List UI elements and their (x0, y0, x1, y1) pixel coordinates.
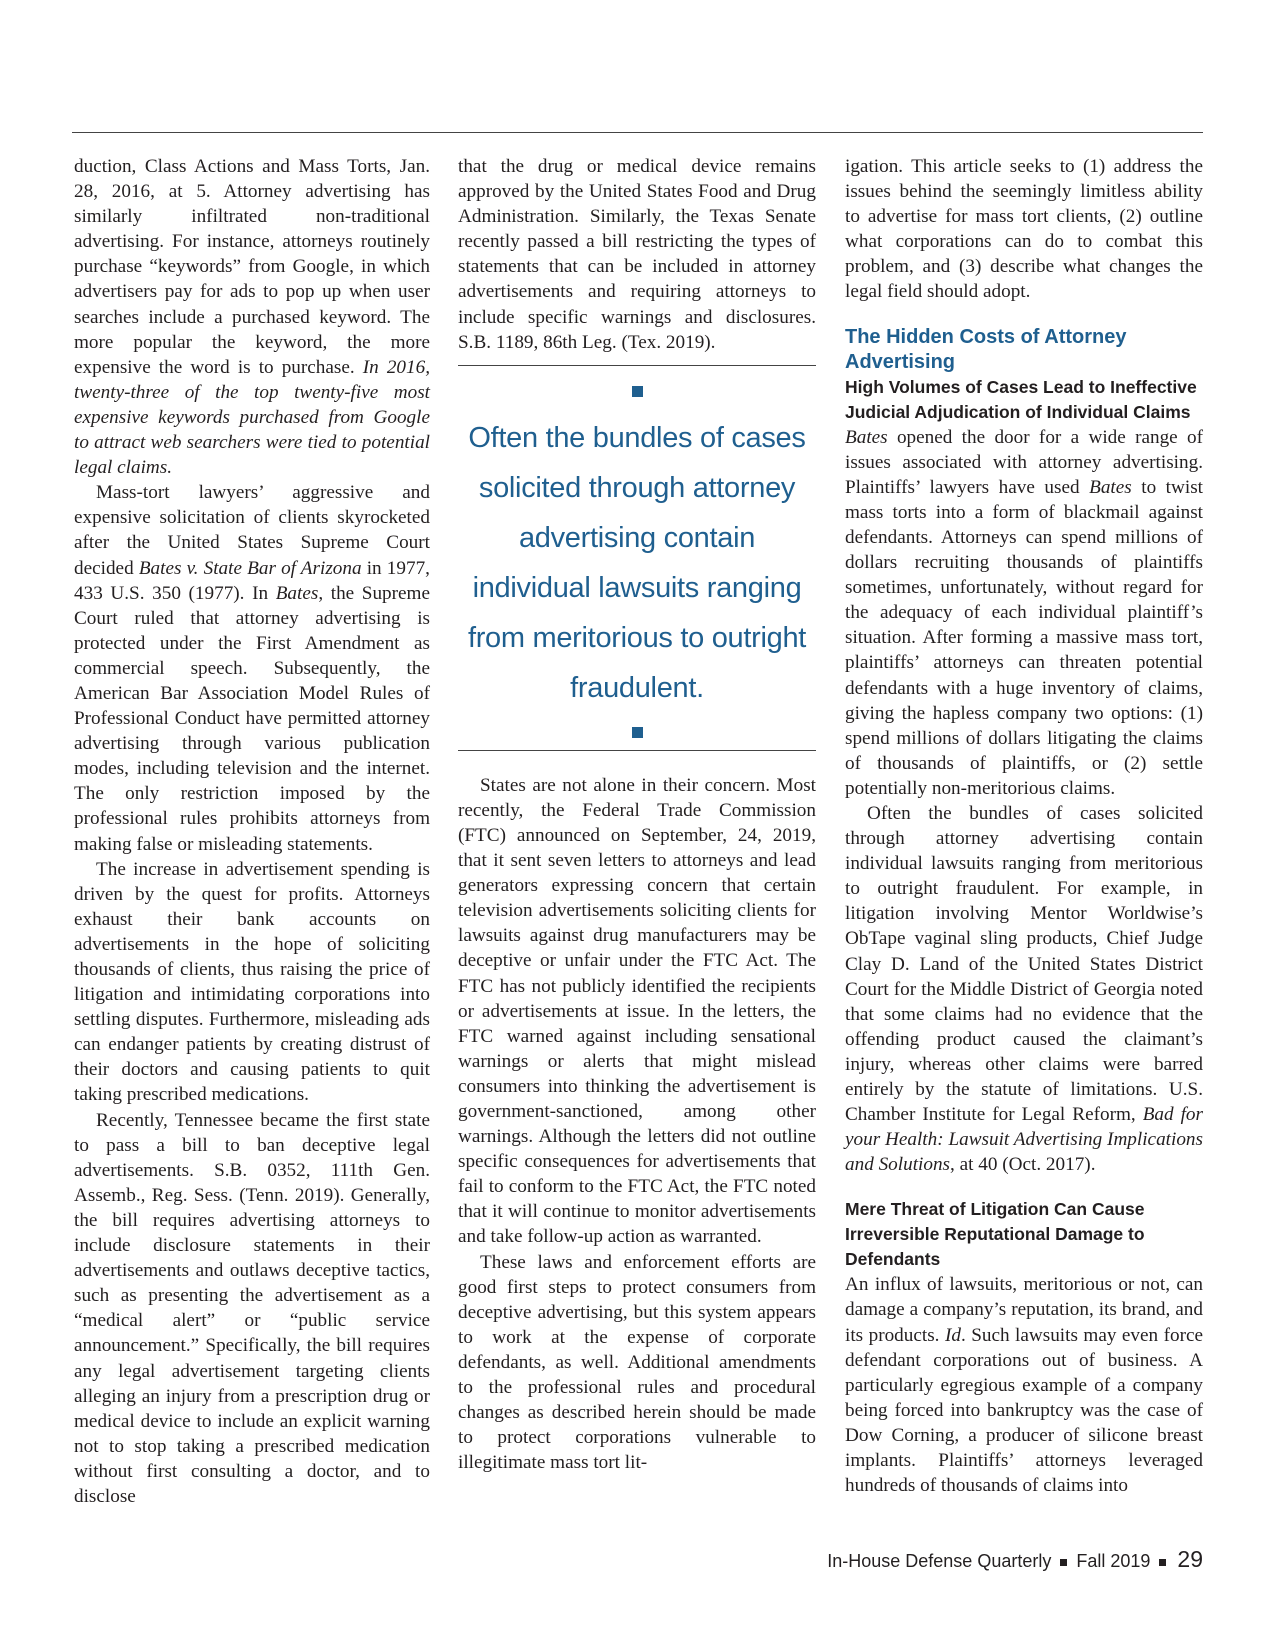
paragraph: These laws and enforcement efforts are good first steps to protect consumers from deceptive advertising, but this system appears to work at the expense of corporate defendants, as well. Additional amendments to the professional rules and procedural changes as described herein should be made to protect corporations vulnerable to illegitimate mass tort lit- (458, 1251, 816, 1474)
section-heading: The Hidden Costs of Attorney Advertising (845, 325, 1127, 373)
column-2 (458, 154, 816, 1475)
subheading: High Volumes of Cases Lead to Ineffective Judicial Adjudication of Individual Claims (845, 376, 1197, 422)
issue-date: Fall 2019 (1076, 1551, 1151, 1571)
page-footer (827, 1546, 1203, 1574)
pull-quote-text: Often the bundles of cases solicited through attorney advertising contain individual lawsuits ranging from meritorious to outright fraudulent. (467, 421, 807, 704)
paragraph: igation. This article seeks to (1) address the issues behind the seemingly limitless ability to advertise for mass tort clients, (2) outline what corporations can do to combat this problem, and (3) describe what changes the legal field should adopt. (845, 156, 1203, 303)
column-1 (74, 154, 430, 1509)
page-number: 29 (1177, 1546, 1203, 1572)
paragraph: duction, Class Actions and Mass Torts, Jan. 28, 2016, at 5. Attorney advertising has similarly infiltrated non-traditional advertising. For instance, attorneys routinely purchase “keywords” from Google, in which advertisers pay for ads to pop up when user searches include a purchased keyword. The more popular the keyword, the more expensive the word is to purchase. In 2016, twenty-three of the top twenty-five most expensive keywords purchased from Google to attract web searchers were tied to potential legal claims. (74, 156, 430, 479)
top-rule (72, 132, 1203, 133)
paragraph: The increase in advertisement spending is driven by the quest for profits. Attorneys exhaust their bank accounts on advertisements in the hope of soliciting thousands of clients, thus raising the price of litigation and intimidating corporations into settling disputes. Furthermore, misleading ads can endanger patients by creating distrust of their doctors and causing patients to quit taking prescribed medications. (74, 858, 430, 1106)
pull-quote (458, 365, 816, 751)
square-bullet-icon (1159, 1559, 1166, 1566)
paragraph: Recently, Tennessee became the first state to pass a bill to ban deceptive legal advertisements. S.B. 0352, 111th Gen. Assemb., Reg. Sess. (Tenn. 2019). Generally, the bill requires advertising attorneys to include disclosure statements in their advertisements and outlaws deceptive tactics, such as presenting the advertisement as a “medical alert” or “public service announcement.” Specifically, the bill requires any legal advertisement targeting clients alleging an injury from a prescription drug or medical device to include an explicit warning not to stop taking a prescribed medication without first consulting a doctor, and to disclose (74, 1109, 430, 1507)
paragraph: An influx of lawsuits, meritorious or not, can damage a company’s reputation, its brand, and its products. Id. Such lawsuits may even force defendant corporations out of business. A particularly egregious example of a company being forced into bankruptcy was the case of Dow Corning, a producer of silicone breast implants. Plaintiffs’ attorneys leveraged hundreds of thousands of claims into (845, 1274, 1203, 1497)
square-bullet-icon (632, 386, 643, 397)
paragraph: States are not alone in their concern. Most recently, the Federal Trade Commission (FTC) announced on September, 24, 2019, that it sent seven letters to attorneys and lead generators expressing concern that certain television advertisements soliciting clients for lawsuits against drug manufacturers may be deceptive or unfair under the FTC Act. The FTC has not publicly identified the recipients or advertisements at issue. In the letters, the FTC warned against including sensational warnings or alerts that might mislead consumers into thinking the advertisement is government-sanctioned, among other warnings. Although the letters did not outline specific consequences for advertisements that fail to conform to the FTC Act, the FTC noted that it will continue to monitor advertisements and take follow-up action as warranted. (458, 774, 816, 1248)
subheading: Mere Threat of Litigation Can Cause Irreversible Reputational Damage to Defendants (845, 1199, 1145, 1270)
paragraph: Bates opened the door for a wide range of issues associated with attorney advertising. Plaintiffs’ lawyers have used Bates to twist mass torts into a form of blackmail against defendants. Attorneys can spend millions of dollars recruiting thousands of plaintiffs sometimes, unfortunately, without regard for the adequacy of each individual plaintiff’s situation. After forming a massive mass tort, plaintiffs’ attorneys can threaten potential defendants with a huge inventory of claims, giving the hapless company two options: (1) spend millions of dollars litigating the claims of thousands of plaintiffs, or (2) settle potentially non-meritorious claims. (845, 426, 1204, 799)
square-bullet-icon (1060, 1559, 1067, 1566)
paragraph: Often the bundles of cases solicited through attorney advertising contain individual lawsuits ranging from meritorious to outright fraudulent. For example, in litigation involving Mentor Worldwise’s ObTape vaginal sling products, Chief Judge Clay D. Land of the United States District Court for the Middle District of Georgia noted that some claims had no evidence that the offending product caused the claimant’s injury, whereas other claims were barred entirely by the statute of limitations. U.S. Chamber Institute for Legal Reform, Bad for your Health: Lawsuit Advertising Implications and Solutions, at 40 (Oct. 2017). (845, 802, 1203, 1176)
paragraph: that the drug or medical device remains approved by the United States Food and Drug Administration. Similarly, the Texas Senate recently passed a bill restricting the types of statements that can be included in attorney advertisements and requiring attorneys to include specific warnings and disclosures. S.B. 1189, 86th Leg. (Tex. 2019). (458, 156, 816, 353)
column-3 (845, 154, 1203, 1498)
square-bullet-icon (632, 727, 643, 738)
publication-name: In-House Defense Quarterly (827, 1551, 1052, 1571)
paragraph: Mass-tort lawyers’ aggressive and expensive solicitation of clients skyrocketed after the United States Supreme Court decided Bates v. State Bar of Arizona in 1977, 433 U.S. 350 (1977). In Bates, the Supreme Court ruled that attorney advertising is protected under the First Amendment as commercial speech. Subsequently, the American Bar Association Model Rules of Professional Conduct have permitted attorney advertising through various publication modes, including television and the internet. The only restriction imposed by the professional rules prohibits attorneys from making false or misleading statements. (74, 482, 430, 855)
